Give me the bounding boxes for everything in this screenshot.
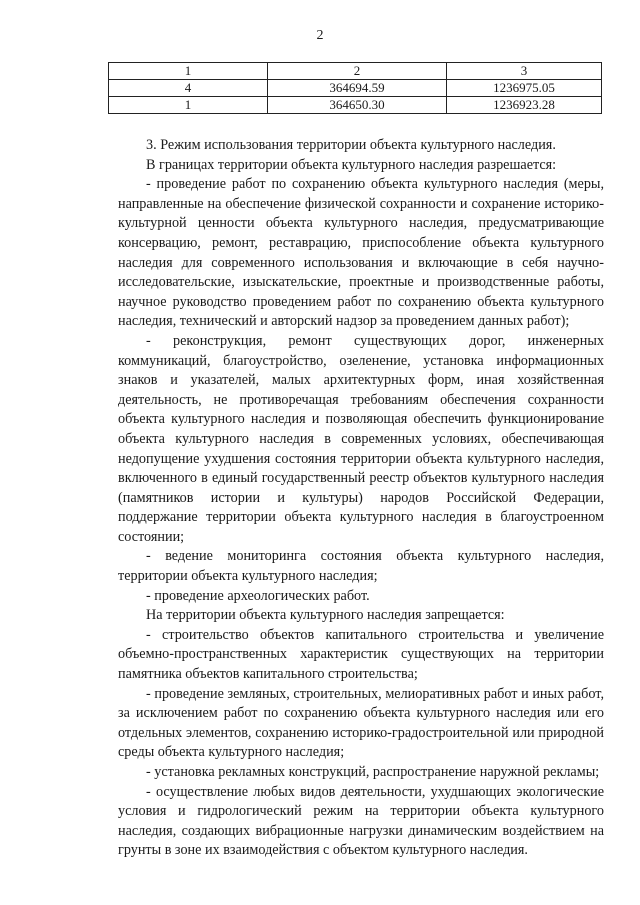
table-header-cell: 2 (268, 63, 447, 80)
list-item: - проведение земляных, строительных, мелиоративных работ и иных работ, за исключением работ по сохранению объекта культурного наследия или его отдельных элементов, сохранению историко-градостроительной или природной среды объекта культурного наследия; (118, 685, 604, 761)
table-cell: 1236923.28 (447, 97, 602, 114)
list-item: - ведение мониторинга состояния объекта культурного наследия, территории объекта культурного наследия; (118, 548, 604, 585)
list-item: - проведение работ по сохранению объекта культурного наследия (меры, направленные на обеспечение физической сохранности и сохранение историко-культурной ценности объекта культурного наследия, предусматривающие консервацию, ремонт, реставрацию, приспособление объекта культурного наследия для современного использования и включающие в себя научно-исследовательские, изыскательские, проектные и производственные работы, научное руководство проведением работ по сохранению объекта культурного наследия, технический и авторский надзор за проведением данных работ); (118, 176, 604, 330)
list-item: - реконструкция, ремонт существующих дорог, инженерных коммуникаций, благоустройство, озеленение, установка информационных знаков и указателей, малых архитектурных форм, иная хозяйственная деятельность, не противоречащая требованиям обеспечения сохранности объекта культурного наследия и позволяющая обеспечить функционирование объекта культурного наследия в современных условиях, обеспечивающая недопущение ухудшения состояния территории объекта культурного наследия, включенного в единый государственный реестр объектов культурного наследия (памятников истории и культуры) народов Российской Федерации, поддержание территории объекта культурного наследия в благоустроенном состоянии; (118, 332, 604, 545)
table-cell: 364694.59 (268, 80, 447, 97)
table-header-row (109, 63, 602, 80)
table-header-cell: 1 (109, 63, 268, 80)
table-row (109, 97, 602, 114)
table-cell: 364650.30 (268, 97, 447, 114)
table-header-cell: 3 (447, 63, 602, 80)
coordinates-table (108, 62, 602, 114)
section-heading: 3. Режим использования территории объекта культурного наследия. (146, 137, 556, 153)
table-cell: 1236975.05 (447, 80, 602, 97)
list-item: - строительство объектов капитального строительства и увеличение объемно-пространственных характеристик существующих на территории памятника объектов капитального строительства; (118, 626, 604, 683)
table-cell: 1 (109, 97, 268, 114)
list-item: - осуществление любых видов деятельности, ухудшающих экологические условия и гидрологический режим на территории объекта культурного наследия, создающих вибрационные нагрузки динамическим воздействием на грунты в зоне их взаимодействия с объектом культурного наследия. (118, 783, 604, 859)
list-item: - проведение археологических работ. (146, 587, 370, 604)
document-body (118, 136, 604, 861)
paragraph: В границах территории объекта культурного наследия разрешается: (146, 156, 557, 173)
table-row (109, 80, 602, 97)
paragraph: На территории объекта культурного наследия запрещается: (146, 607, 505, 624)
list-item: - установка рекламных конструкций, распространение наружной рекламы; (146, 764, 600, 780)
page-number: 2 (316, 28, 324, 43)
table-cell: 4 (109, 80, 268, 97)
